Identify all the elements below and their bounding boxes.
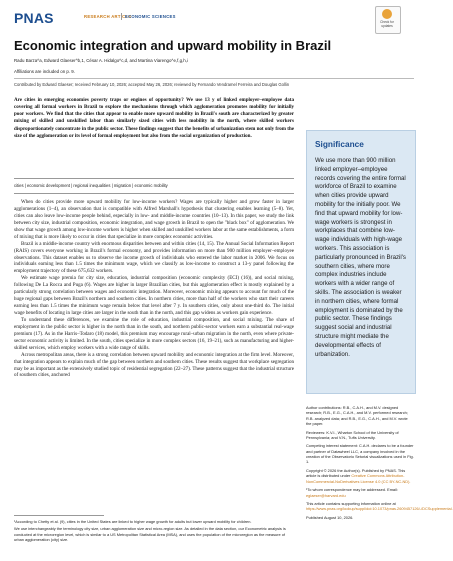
abstract: Are cities in emerging economies poverty traps or engines of opportunity? We use 13 y of linked employer–employee data covering all formal workers in Brazil to explore the mechanisms through which agglomeration promotes mobility for initially poor workers. We find that the cities that appear to enable more upward mobility in Brazil's south are characterized by greater mixing of skilled and unskilled labor than similarly sized cities with less mobility in the north, where skilled workers disproportionately concentrate in the public sector. These findings suggest that the benefits of urbanization stem not only from the size of the agglomeration or its level of formal employment but also from the social organization of production.	[14, 97, 294, 139]
body-paragraph: We estimate wage premia for city size, education, industrial composition (economic complexity (ECI) (16)), and social mixing, following De La Rocca and Puga (6). Wages are higher in larger Brazilian cities, but this agglomeration effect is mostly explained by a particularly strong correlation between wages and economic integration. Moreover, economic mixing appears to account for much of the huge regional gaps between Brazil's northern and southern cities. In northern cities, more than half of the workers who start their careers earning less than 1.5 times the minimum wage remain below that level after 7 y. In southern cities, only about one-third do. The initial wage benefits of locating in large cities are larger in the south than in the north, and this gap widens as workers gain experience.	[14, 275, 294, 316]
update-icon	[382, 9, 392, 19]
footnote: We use interchangeably the terminology city size, urban agglomeration size and micro-region size. As detailed in the data section, our Econometric analysis is conducted at the microregion level, which is similar to a US Metropolitan Statistical Area (MSA), and uses the population of the microregion as the measure of urban agglomeration (city) size.	[14, 526, 286, 542]
article-title: Economic integration and upward mobility in Brazil	[14, 38, 332, 53]
keywords: cities | economic development | regional inequalities | migration | economic mobility	[14, 183, 168, 188]
article-body	[14, 199, 294, 379]
check-for-updates-badge[interactable]	[375, 6, 399, 32]
author-notes	[306, 405, 453, 524]
section-label[interactable]: ECONOMIC SCIENCES	[125, 14, 176, 19]
significance-text: We use more than 900 million linked employer–employee records covering the entire formal workforce of Brazil to examine when cities provide upward mobility for the initially poor. We find that upward mobility for low-wage workers is strongest in workplaces that combine low-wage individuals with high-wage workers. This association is particularly pronounced in Brazil's southern cities, where more complex industries include workers with a wider range of skills. The association is weaker in northern cities, where formal employment is dominated by the public sector. These findings suggest social and industrial structure might mediate the developmental effects of urbanization.	[315, 157, 406, 358]
published-date: Published August 10, 2026.	[306, 514, 354, 520]
body-paragraph: Across metropolitan areas, there is a strong correlation between upward mobility and economic integration at the firm level. Moreover, that integration appears to explain much of the gap between northern and southern cities. These results suggest that workplace segregation may be as important as the extensively studied topic of residential segregation (22–27). These patterns suggest that the industrial structure of southern cities, anchored	[14, 351, 294, 379]
journal-logo[interactable]: PNAS	[14, 10, 54, 26]
article-type-label: RESEARCH ARTICLE	[84, 14, 132, 19]
correspondence-note	[306, 487, 414, 498]
supplement-link[interactable]: https://www.pnas.org/lookup/suppl/doi:10.1073/pnas.2609457126/-/DCSupplemental.	[306, 506, 453, 512]
copyright-text: Copyright © 2026 the Author(s). Published by PNAS. This article is distributed under	[306, 468, 406, 479]
body-paragraph: Brazil is a middle-income country with enormous disparities between and within cities (14, 15). The Annual Social Information Report (RAIS) covers everyone working in Brazil's formal economy, and provides information on more than 900 million employer–employee observations. This dataset enables us to observe the income growth of individuals who entered the labor market in 2006. We focus on individuals earning less than 1.5 times the minimum wage, which we classify as low-income to construct a 13-y panel following the employment trajectory of these 675,632 workers.	[14, 240, 294, 275]
copyright-note	[306, 468, 414, 484]
body-paragraph: To understand these differences, we examine the role of education, industrial composition, and social mixing. The share of employment in the public sector is higher in the north than in the south, and northern public-sector workers earn a substantial real-wage premium (17). As in the Harris–Todaro (18) model, this premium may encourage rural–urban migration in the north, even where private-sector economic activity is limited. In the south, cities specialize in more complex sectors (16, 19–21), such as manufacturing and higher-skilled services, which employ workers with a wide range of skills.	[14, 316, 294, 351]
significance-title: Significance	[315, 139, 364, 149]
body-paragraph: When do cities provide more upward mobility for low-income workers? Wages are typically higher and grow faster in larger agglomerations (1–4), an observation that is compatible with Alfred Marshall's hypothesis that clustering enables learning (5–8). Yet, cities can also leave low-income people behind, especially in low- and middle-income countries (10–13). In this paper, we study the link between city size, industrial composition, economic integration, and wage growth in Brazil to open the "black box" of agglomeration. We show that wage growth among low-income workers is higher when skilled and unskilled workers labor at the same establishments, a form of mixing that is more likely to occur in cities that specialize in more complex economic activities.	[14, 199, 294, 240]
author-contributions: Author contributions: R.B., C.A.H., and M.V. designed research; R.B., E.G., C.A.H., and M.V. performed research; R.B. analyzed data; and R.B., E.G., C.A.H., and M.V. wrote the paper.	[306, 405, 408, 427]
footnote: ¹According to Chetty et al. (9), cities in the United States are linked to higher wage growth for adults but lower upward mobility for children.	[14, 519, 252, 524]
footnote-rule	[14, 515, 104, 516]
title-divider	[14, 78, 414, 79]
keywords-top-rule	[14, 178, 294, 179]
header-divider	[121, 13, 122, 20]
correspondence-text: ¹To whom correspondence may be addressed. Email:	[306, 487, 398, 493]
keywords-bottom-rule	[14, 193, 294, 194]
affiliations-note: Affiliations are included on p. 9.	[14, 69, 75, 74]
email-link[interactable]: eglaeser@harvard.edu	[306, 492, 346, 498]
significance-box	[306, 130, 416, 394]
editorial-history: Contributed by Edward Glaeser; received February 10, 2026; accepted May 26, 2026; reviewed by Fernando Vendramel Ferreira and Douglas Gollin	[14, 82, 290, 87]
supporting-info-note	[306, 501, 453, 512]
supporting-text: This article contains supporting information online at	[306, 501, 396, 507]
reviewers-note: Reviewers: K.V.I., Wharton School of the University of Pennsylvania; and V.N., Tufts University.	[306, 429, 399, 440]
author-list[interactable]: Radu Barza^a, Edward Glaeser^b,1, César A. Hidalgo^c,d, and Martina Viarengo^e,f,g,h,i	[14, 58, 188, 63]
badge-label: Check for updates	[380, 20, 394, 28]
license-link[interactable]: Creative Commons Attribution-NonCommercial-NoDerivatives License 4.0 (CC BY-NC-ND).	[306, 473, 411, 484]
footnotes	[14, 519, 294, 544]
competing-interest: Competing interest statement: C.A.H. declares to be a founder and partner of Datawheel LLC, a company involved in the creation of the Observatorio Setorial visualizations used in Fig. 1.	[306, 443, 414, 465]
